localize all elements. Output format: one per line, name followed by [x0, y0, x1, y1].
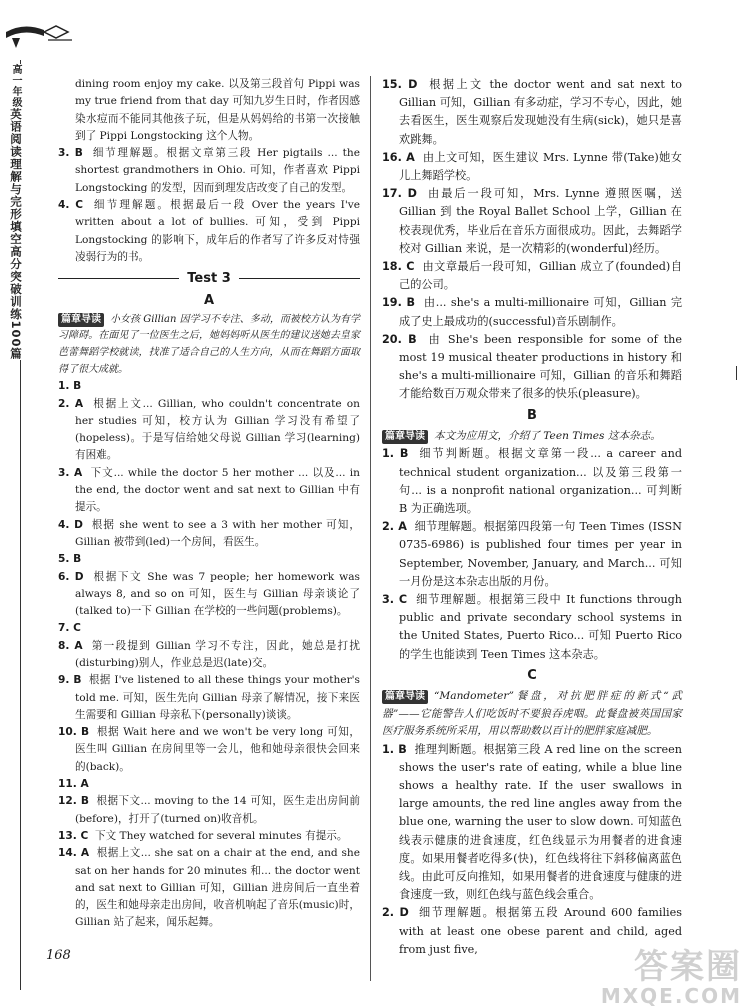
answer-number: 4. C: [58, 199, 83, 212]
answer-item: [58, 828, 360, 845]
answer-item: [382, 331, 682, 404]
answer-text: 细节理解题。根据第三段中 It functions through public and private secondary school systems in the United States, Puerto Rico... 可知 Puerto Rico 的学生也能读到 Teen Times 这本杂志。: [399, 592, 682, 661]
answer-number: 2. A: [382, 520, 407, 534]
answer-item: [58, 845, 360, 931]
answer-item: [58, 465, 360, 517]
answer-item: [382, 185, 682, 258]
guide-badge: 篇章导读: [58, 313, 104, 327]
answer-text: 下文... while the doctor 5 her mother ... 以及... in the end, the doctor went and sat next to Gillian 中有提示。: [75, 466, 360, 514]
answer-item: [382, 741, 682, 905]
answer-number: 15. D: [382, 78, 418, 91]
answer-item: [58, 793, 360, 828]
answer-number: 17. D: [382, 187, 417, 201]
guide-text: “Mandometer”餐盘，对抗肥胖症的新式“武器”——它能警告人们吃饭时不要狼吞虎咽。此餐盘被英国国家医疗服务系统所采用，用以帮助数以百计的肥胖家庭减肥。: [382, 690, 682, 737]
answer-number: 20. B: [382, 332, 417, 346]
answer-item: [58, 517, 360, 552]
answer-number: 2. A: [58, 397, 84, 410]
section-heading: C: [527, 667, 537, 683]
answer-item: [58, 620, 360, 637]
answer-number: 11. A: [58, 778, 89, 791]
guide-text: 小女孩 Gillian 因学习不专注、多动，而被校方认为有学习障碍。在面见了一位医生之后，她妈妈听从医生的建议送她去皇家芭蕾舞蹈学校就读，找准了适合自己的人生方向，从而在舞蹈方面取得了很大成就。: [58, 313, 360, 375]
answer-text: 细节理解题。根据文章第三段 Her pigtails ... the shortest grandmothers in Ohio. 可知，作者喜欢 Pippi Longstocking 的发型，因而到理发店改变了自己的发型。: [75, 147, 360, 194]
answer-item: [382, 258, 682, 294]
answer-item: [58, 638, 360, 673]
answer-text: 细节判断题。根据文章第一段... a career and technical student organization... 以及第三段第一句... is a nonprofit national organization... 可判断 B 为正确选项。: [399, 447, 682, 515]
guide-badge: 篇章导读: [382, 690, 428, 704]
answer-text: 根据下文 She was 7 people; her homework was always 8, and so on 可知，医生与 Gillian 母亲谈论了(talked to)一下 Gillian 在学校的一些问题(problems)。: [75, 570, 360, 618]
answer-text: 根据 I've listened to all these things your mother's told me. 可知，医生先向 Gillian 母亲了解情况，接下来医生需要和 Gillian 母亲私下(personally)谈谈。: [75, 674, 360, 721]
answer-item: [382, 294, 682, 330]
answer-item: [58, 145, 360, 197]
answer-list: [58, 378, 360, 932]
guide-badge: 篇章导读: [382, 430, 428, 444]
answer-number: 16. A: [382, 150, 415, 164]
answer-number: 4. D: [58, 518, 83, 531]
answer-item: [382, 445, 682, 518]
answer-text: 根据 she went to see a 3 with her mother 可知，Gillian 被带到(led)一个房间，看医生。: [75, 518, 360, 548]
answer-number: 2. D: [382, 906, 409, 920]
answer-number: 3. A: [58, 466, 83, 479]
answer-text: 细节理解题。根据第五段 Around 600 families with at least one obese parent and child, aged from just five,: [399, 906, 682, 956]
answer-number: 19. B: [382, 296, 416, 310]
margin-mark: [736, 366, 737, 380]
grade-label: 高一年级: [5, 64, 23, 108]
answer-number: 18. C: [382, 260, 415, 274]
guide-text: 本文为应用文，介绍了 Teen Times 这本杂志。: [434, 429, 661, 442]
answer-number: 1. B: [58, 380, 82, 393]
watermark-url: MXQE.COM: [600, 984, 742, 1008]
answer-list: [382, 741, 682, 959]
answer-text: 细节理解题。根据最后一段 Over the years I've written about a lot of bullies. 可知，受到 Pippi Longstocking 的影响下，成年后的作者写了许多反对恃强凌弱行为的书。: [75, 199, 360, 263]
section-heading: A: [203, 292, 215, 308]
answer-item: [58, 197, 360, 266]
answer-number: 14. A: [58, 847, 90, 860]
test-title: Test 3: [187, 271, 231, 287]
book-logo-icon: [4, 18, 74, 52]
answer-item: [382, 591, 682, 664]
answer-number: 1. B: [382, 742, 407, 756]
answer-item: [58, 551, 360, 568]
section-heading: B: [527, 407, 537, 423]
sidebar: [0, 0, 34, 1007]
answer-list: [382, 76, 682, 404]
answer-text: 下文 They watched for several minutes 有提示。: [94, 829, 348, 842]
answer-number: 6. D: [58, 570, 84, 583]
answer-item: [58, 672, 360, 724]
book-title: 英语阅读理解与完形填空高分突破训练100篇: [5, 108, 23, 360]
answer-text: 由最后一段可知，Mrs. Lynne 遵照医嘱，送 Gillian 到 the Royal Ballet School 上学，Gillian 在校表现优秀，毕业后在音乐方面很成功。因此，去舞蹈学校对 Gillian 来说，是一次精彩的(wonderful)经历。: [399, 187, 682, 255]
left-column: [58, 76, 360, 932]
answer-number: 9. B: [58, 674, 82, 687]
answer-number: 3. B: [58, 147, 83, 160]
answer-item: [58, 569, 360, 621]
answer-text: 根据上文... Gillian, who couldn't concentrate on her studies 可知，校方认为 Gillian 学习没有希望了(hopeless)。于是写信给她父母说 Gillian 学习(learning)有困难。: [75, 397, 360, 462]
passage-guide: [58, 312, 360, 378]
test-heading: [58, 270, 360, 287]
continued-text: dining room enjoy my cake. 以及第三段首句 Pippi was my true friend from that day 可知九岁生日时，作者因感染水痘而不能同其他孩子玩，但是从妈妈给的书第一次接触到了 Pippi Longstocking 这个人物。: [75, 78, 360, 142]
answer-item: [382, 149, 682, 185]
answer-number: 7. C: [58, 622, 81, 635]
answer-number: 10. B: [58, 726, 90, 739]
answer-text: 推理判断题。根据第三段 A red line on the screen shows the user's rate of eating, while a blue line shows a healthy rate. If the user swallows in large amounts, the red line angles away from the blue one, warning the user to slow down. 可知蓝色线表示健康的进食速度，红色线显示为用餐者的进食速度。如果用餐者吃得多(快)，红色线将往下斜移偏离蓝色线。由此可反向推知，如果用餐者的进食速度与健康的进食速度一致，则红色线与蓝色线会重合。: [399, 742, 682, 902]
answer-text: 根据 Wait here and we won't be very long 可知，医生叫 Gillian 在房间里等一会儿，他和她母亲很快会回来的(back)。: [75, 726, 360, 773]
answer-number: 13. C: [58, 829, 89, 842]
answer-item: [58, 724, 360, 776]
answer-text: 由 She's been responsible for some of the most 19 musical theater productions in history 和 she's a multi-millionaire 可知，Gillian 的音乐和舞蹈才能给数百万观众带来了很多的快乐(pleasure)。: [399, 332, 682, 401]
answer-text: 由... she's a multi-millionaire 可知，Gillian 完成了史上最成功的(successful)音乐剧制作。: [399, 296, 683, 328]
page-number: 168: [46, 948, 71, 963]
answer-list: [382, 445, 682, 663]
answer-number: 12. B: [58, 795, 89, 808]
answer-number: 3. C: [382, 592, 408, 606]
answer-number: 5. B: [58, 553, 82, 566]
passage-guide: [382, 428, 682, 446]
passage-guide: [382, 688, 682, 741]
column-divider: [370, 76, 371, 981]
answer-text: 第一段提到 Gillian 学习不专注，因此，她总是打扰(disturbing)别人，作业总是迟(late)交。: [75, 639, 360, 669]
answer-item: [58, 396, 360, 465]
answer-item: [58, 378, 360, 395]
right-column: [382, 76, 682, 959]
watermark: [601, 949, 742, 1007]
answer-text: 根据下文... moving to the 14 可知，医生走出房间前(before)，打开了(turned on)收音机。: [75, 795, 360, 825]
answer-text: 由上文可知，医生建议 Mrs. Lynne 带(Take)她女儿上舞蹈学校。: [399, 150, 682, 183]
answer-item: [382, 518, 682, 591]
answer-text: 由文章最后一段可知，Gillian 成立了(founded)自己的公司。: [399, 260, 682, 292]
watermark-text: 答案圈: [634, 947, 742, 987]
answer-item: [58, 776, 360, 793]
answer-text: 细节理解题。根据第四段第一句 Teen Times (ISSN 0735-6986) is published four times per year in September, November, January, and March... 可知一月份是这本杂志出版的月份。: [399, 520, 682, 588]
answer-item: [382, 76, 682, 149]
answer-number: 8. A: [58, 639, 83, 652]
answer-text: 根据上文 the doctor went and sat next to Gillian 可知，Gillian 有多动症，学习不专心，因此，她去看医生，医生观察后发现她没有生病(sick)，她只是喜欢跳舞。: [399, 78, 682, 146]
answer-text: 根据上文... she sat on a chair at the end, and she sat on her hands for 20 minutes 和... the doctor went and sat next to Gillian 可知，Gillian 进房间后一直坐着的，医生和她母亲走出房间，收音机响起了音乐(music)时，Gillian 站了起来，闻乐起舞。: [75, 847, 361, 929]
answer-number: 1. B: [382, 447, 409, 461]
